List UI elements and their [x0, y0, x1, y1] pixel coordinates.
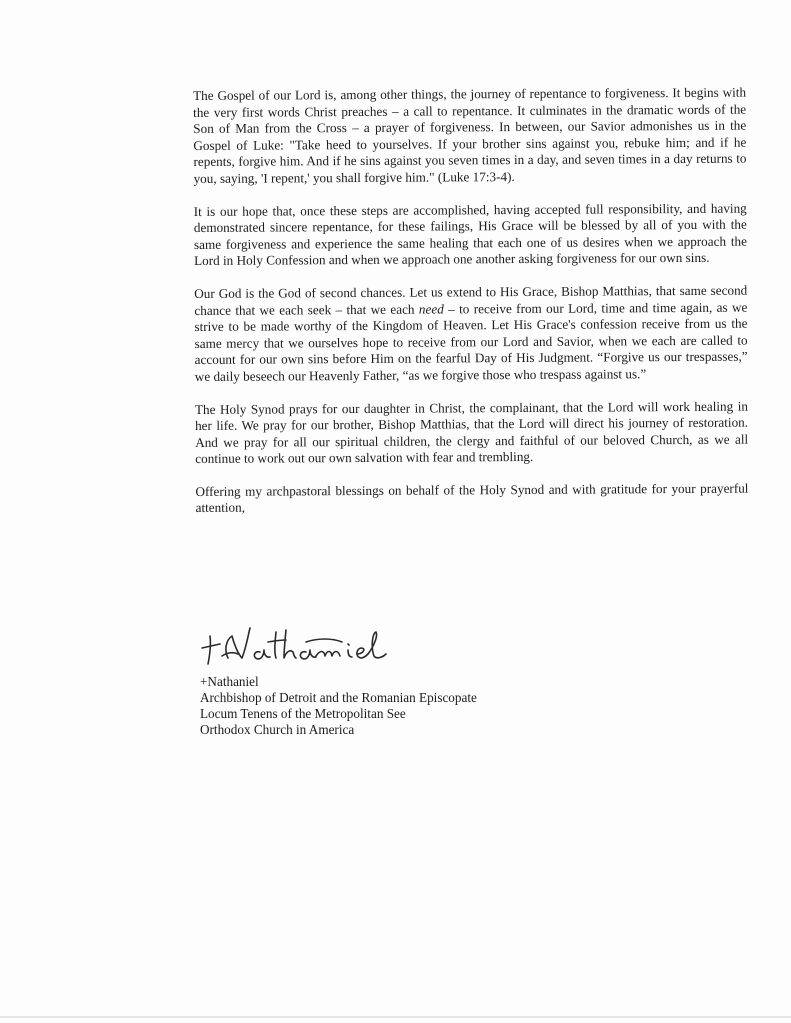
paragraph-gospel: The Gospel of our Lord is, among other things, the journey of repentance to forgiveness. It begins with the very first words Christ preaches – a call to repentance. It culminates in the dramatic words of the Son of Man from the Cross – a prayer of forgiveness. In between, our Savior admonishes us in the Gospel of Luke: "Take heed to yourselves. If your brother sins against you, rebuke him; and if he repents, forgive him. And if he sins against you seven times in a day, and seven times in a day returns to you, saying, 'I repent,' you shall forgive him." (Luke 17:3-4). — [193, 84, 747, 186]
emphasis-need: need — [418, 301, 444, 317]
paragraph-second-chances — [194, 283, 748, 386]
signer-church: Orthodox Church in America — [200, 722, 355, 737]
signature-drawing — [198, 622, 408, 670]
signer-role: Locum Tenens of the Metropolitan See — [200, 706, 406, 721]
signer-title: Archbishop of Detroit and the Romanian Episcopate — [200, 690, 477, 705]
paragraph-hope: It is our hope that, once these steps are accomplished, having accepted full responsibility, and having demonstrated sincere repentance, for these failings, His Grace will be blessed by all of you with the same forgiveness and experience the same healing that each one of us desires when we approach the Lord in Holy Confession and when we approach one another asking forgiveness for our own sins. — [193, 200, 747, 269]
paragraph-prayers: The Holy Synod prays for our daughter in Christ, the complainant, that the Lord will work healing in her life. We pray for our brother, Bishop Matthias, that the Lord will direct his journey of restoration. And we pray for all our spiritual children, the clergy and faithful of our beloved Church, as we all continue to work out our own salvation with fear and trembling. — [194, 398, 749, 467]
scan-edge-divider — [0, 1016, 791, 1018]
signature-block — [200, 674, 477, 738]
paragraph-closing: Offering my archpastoral blessings on behalf of the Holy Synod and with gratitude for your prayerful attention, — [195, 480, 749, 516]
handwritten-signature — [198, 622, 408, 670]
paragraph-second-chances-start: Our God is the God of second chances. Let us extend to His Grace, Bishop Matthias, that same second chance that we each seek – that we each — [194, 282, 748, 318]
signer-name: +Nathaniel — [200, 674, 259, 689]
paragraph-second-chances-end: – to receive from our Lord, time and time again, as we strive to be made worthy of the Kingdom of Heaven. Let His Grace's confession receive from us the same mercy that we ourselves hope to receive from our Lord and Savior, when we each are called to account for our own sins before Him on the fearful Day of His Judgment. “Forgive us our trespasses,” we daily beseech our Heavenly Father, “as we forgive those who trespass against us.” — [194, 299, 748, 384]
letter-body — [193, 85, 749, 533]
